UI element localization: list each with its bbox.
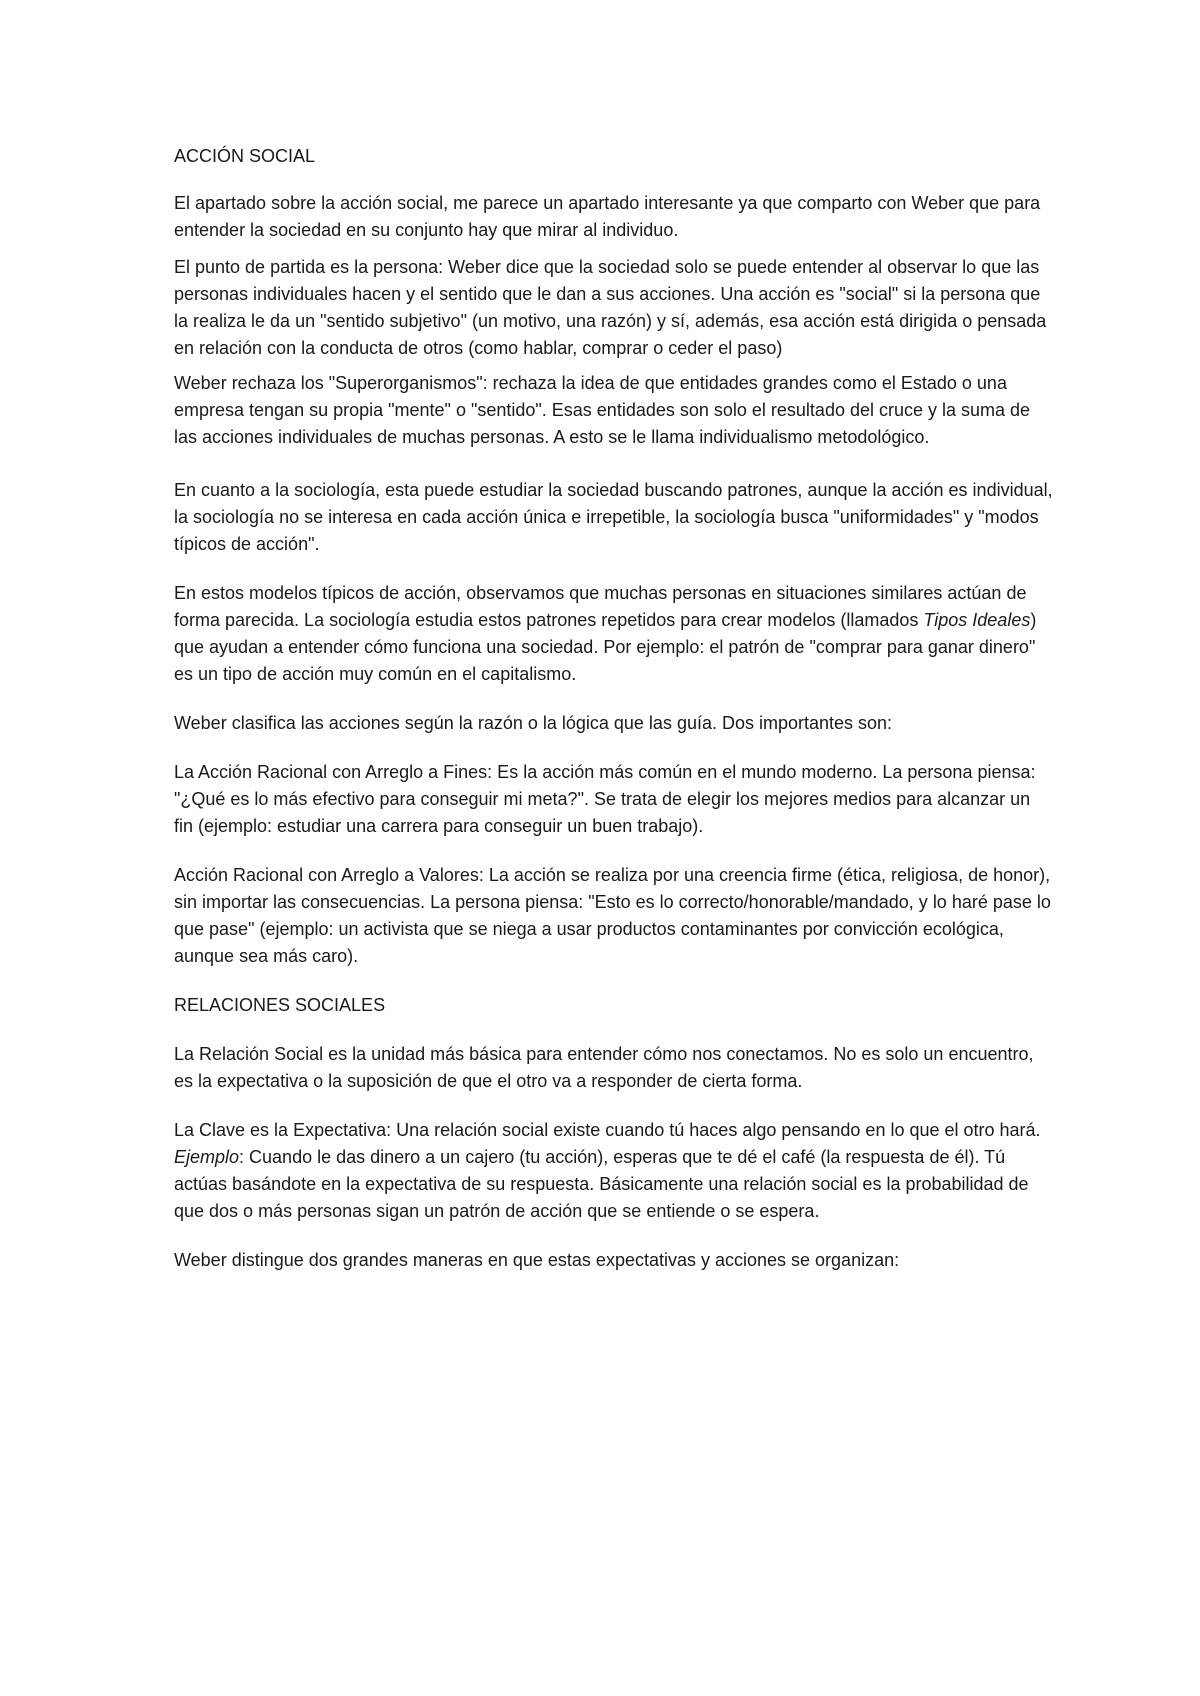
paragraph-superorganismos: Weber rechaza los "Superorganismos": rechaza la idea de que entidades grandes como el Estado o una empresa tengan su propia "mente" o "sentido". Esas entidades son solo el resultado del cruce y la suma de las acciones individuales de muchas personas. A esto se le llama individualismo metodológico. <box>174 373 1031 447</box>
paragraph-modelos-tipicos-text-1: En estos modelos típicos de acción, observamos que muchas personas en situaciones similares actúan de forma parecida. La sociología estudia estos patrones repetidos para crear modelos (llamados <box>174 583 1027 630</box>
paragraph-expectativa-text-2: : Cuando le das dinero a un cajero (tu acción), esperas que te dé el café (la respuesta de él). Tú actúas basándote en la expectativa de su respuesta. Básicamente una relación social es la probabilidad de que dos o más personas sigan un patrón de acción que se entiende o se espera. <box>174 1147 1029 1221</box>
ejemplo-term: Ejemplo <box>174 1147 240 1167</box>
tipos-ideales-term: Tipos Ideales <box>923 610 1031 630</box>
paragraph-modelos-tipicos <box>174 580 1054 688</box>
paragraph-intro: El apartado sobre la acción social, me parece un apartado interesante ya que comparto con Weber que para entender la sociedad en su conjunto hay que mirar al individuo. <box>174 193 1041 240</box>
document-body <box>174 143 1054 1274</box>
paragraph-expectativa-text-1: La Clave es la Expectativa: Una relación social existe cuando tú haces algo pensando en lo que el otro hará. <box>174 1120 1041 1140</box>
paragraph-expectativa <box>174 1117 1054 1225</box>
paragraph-accion-fines: La Acción Racional con Arreglo a Fines: Es la acción más común en el mundo moderno. La persona piensa: "¿Qué es lo más efectivo para conseguir mi meta?". Se trata de elegir los mejores medios para alcanzar un fin (ejemplo: estudiar una carrera para conseguir un buen trabajo). <box>174 762 1036 836</box>
section-heading-accion-social: ACCIÓN SOCIAL <box>174 146 316 166</box>
paragraph-weber-distingue: Weber distingue dos grandes maneras en que estas expectativas y acciones se organizan: <box>174 1250 900 1270</box>
paragraph-relacion-social: La Relación Social es la unidad más básica para entender cómo nos conectamos. No es solo un encuentro, es la expectativa o la suposición de que el otro va a responder de cierta forma. <box>174 1044 1034 1091</box>
paragraph-punto-de-partida: El punto de partida es la persona: Weber dice que la sociedad solo se puede entender al observar lo que las personas individuales hacen y el sentido que le dan a sus acciones. Una acción es "social" si la persona que la realiza le da un "sentido subjetivo" (un motivo, una razón) y sí, además, esa acción está dirigida o pensada en relación con la conducta de otros (como hablar, comprar o ceder el paso) <box>174 257 1047 358</box>
paragraph-modelos-tipicos-text-2: ) que ayudan a entender cómo funciona una sociedad. Por ejemplo: el patrón de "comprar para ganar dinero" es un tipo de acción muy común en el capitalismo. <box>174 610 1037 684</box>
paragraph-accion-valores: Acción Racional con Arreglo a Valores: La acción se realiza por una creencia firme (ética, religiosa, de honor), sin importar las consecuencias. La persona piensa: "Esto es lo correcto/honorable/mandado, y lo haré pase lo que pase" (ejemplo: un activista que se niega a usar productos contaminantes por convicción ecológica, aunque sea más caro). <box>174 865 1051 966</box>
paragraph-sociologia: En cuanto a la sociología, esta puede estudiar la sociedad buscando patrones, aunque la acción es individual, la sociología no se interesa en cada acción única e irrepetible, la sociología busca "uniformidades" y "modos típicos de acción". <box>174 480 1053 554</box>
section-heading-relaciones-sociales: RELACIONES SOCIALES <box>174 995 386 1015</box>
paragraph-clasificacion: Weber clasifica las acciones según la razón o la lógica que las guía. Dos importantes son: <box>174 713 893 733</box>
